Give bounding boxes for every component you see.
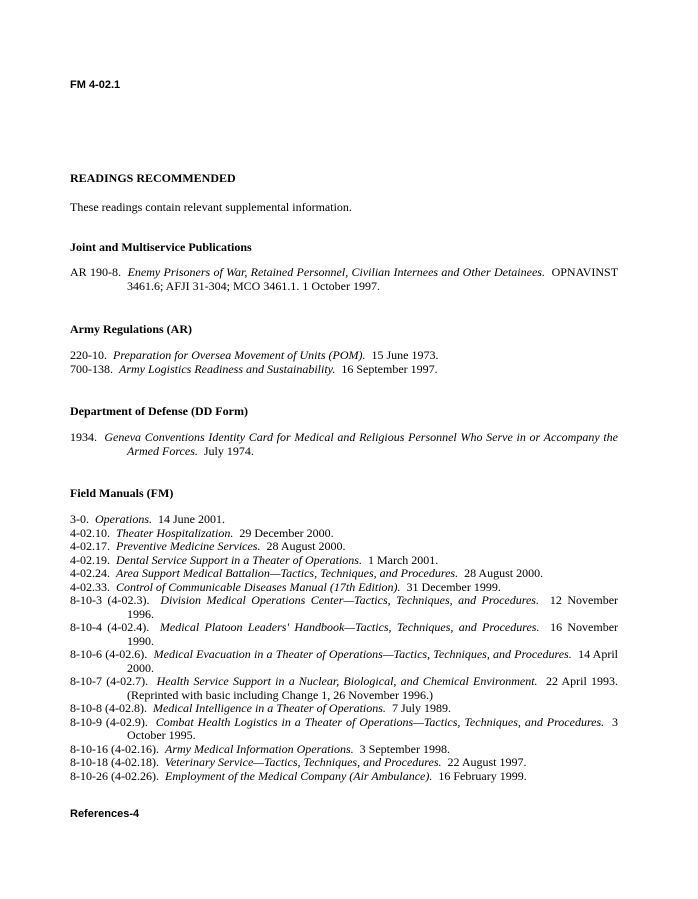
- reference-entry: [70, 716, 618, 743]
- reference-entry: [70, 554, 618, 568]
- reference-title: Area Support Medical Battalion—Tactics, Techniques, and Procedures.: [116, 566, 459, 580]
- page-footer: References-4: [70, 808, 140, 820]
- reference-details: 16 February 1999.: [438, 768, 527, 783]
- reference-details: 7 July 1989.: [391, 701, 451, 715]
- reference-title: Operations.: [95, 512, 152, 526]
- reference-title: Enemy Prisoners of War, Retained Personnel, Civilian Internees and Other Detainees.: [127, 265, 545, 279]
- reference-title: Veterinary Service—Tactics, Techniques, and Procedures.: [164, 755, 442, 769]
- reference-entry: [70, 581, 618, 595]
- reference-number: 8-10-9 (4-02.9).: [70, 714, 148, 729]
- reference-title: Combat Health Logistics in a Theater of Operations—Tactics, Techniques, and Procedures.: [155, 714, 605, 729]
- section-entries-field-manuals: [70, 513, 618, 783]
- reference-number: 4-02.33.: [70, 579, 110, 594]
- reference-entry: [70, 648, 618, 675]
- reference-title: Employment of the Medical Company (Air Ambulance).: [164, 768, 433, 783]
- section-entries-dod: [70, 431, 618, 458]
- reference-details: 28 August 2000.: [266, 539, 346, 553]
- reference-entry: [70, 756, 618, 770]
- reference-title: Preparation for Oversea Movement of Units (POM).: [113, 348, 366, 362]
- reference-number: 1934.: [70, 430, 97, 444]
- reference-title: Health Service Support in a Nuclear, Biological, and Chemical Environment.: [156, 674, 538, 688]
- reference-number: 8-10-6 (4-02.6).: [70, 647, 148, 661]
- section-heading-field-manuals: Field Manuals (FM): [70, 486, 174, 500]
- reference-entry: [70, 266, 618, 293]
- reference-number: 700-138.: [70, 361, 113, 376]
- page-header: FM 4-02.1: [70, 79, 121, 91]
- reference-number: 220-10.: [70, 348, 107, 362]
- section-heading-army-regulations: Army Regulations (AR): [70, 322, 192, 336]
- reference-title: Geneva Conventions Identity Card for Medical and Religious Personnel Who Serve in or Accompany the Armed Forces.: [104, 430, 618, 458]
- reference-title: Army Logistics Readiness and Sustainability.: [119, 361, 336, 376]
- reference-title: Dental Service Support in a Theater of Operations.: [116, 552, 362, 567]
- reference-number: 8-10-4 (4-02.4).: [70, 620, 150, 634]
- reference-entry: [70, 527, 618, 541]
- reference-number: 3-0.: [70, 512, 89, 526]
- reference-details: 28 August 2000.: [464, 566, 544, 580]
- intro-text: These readings contain relevant supplemental information.: [70, 200, 352, 214]
- reference-title: Medical Platoon Leaders' Handbook—Tactics, Techniques, and Procedures.: [159, 620, 540, 634]
- reference-number: 8-10-7 (4-02.7).: [70, 674, 149, 688]
- reference-number: 4-02.19.: [70, 552, 110, 567]
- reference-entry: [70, 621, 618, 648]
- reference-number: 8-10-8 (4-02.8).: [70, 701, 147, 715]
- reference-details: 14 June 2001.: [158, 512, 225, 526]
- reference-details: 1 March 2001.: [367, 552, 439, 567]
- reference-details: July 1974.: [203, 443, 254, 458]
- reference-title: Preventive Medicine Services.: [116, 539, 261, 553]
- reference-number: 4-02.17.: [70, 539, 110, 553]
- reference-details: 3 October 1995.: [127, 714, 619, 742]
- reference-entry: [70, 431, 618, 458]
- reference-details: 16 September 1997.: [341, 361, 438, 376]
- reference-title: Medical Evacuation in a Theater of Operations—Tactics, Techniques, and Procedures.: [153, 647, 572, 661]
- reference-entry: [70, 567, 618, 581]
- reference-entry: [70, 349, 618, 363]
- reference-number: 4-02.10.: [70, 525, 110, 540]
- reference-entry: [70, 363, 618, 377]
- section-entries-joint: [70, 266, 618, 293]
- reference-number: 8-10-3 (4-02.3).: [70, 593, 150, 607]
- reference-details: 16 November 1990.: [127, 620, 619, 648]
- reference-entry: [70, 743, 618, 757]
- section-heading-joint: Joint and Multiservice Publications: [70, 240, 252, 254]
- reference-entry: [70, 675, 618, 702]
- reference-number: 8-10-16 (4-02.16).: [70, 741, 159, 756]
- reference-details: 14 April 2000.: [127, 647, 619, 675]
- reference-details: 15 June 1973.: [371, 348, 439, 362]
- reference-number: 8-10-26 (4-02.26).: [70, 768, 159, 783]
- reference-title: Theater Hospitalization.: [116, 525, 234, 540]
- section-heading-dod: Department of Defense (DD Form): [70, 404, 248, 418]
- reference-title: Control of Communicable Diseases Manual (17th Edition).: [116, 579, 401, 594]
- reference-entry: [70, 594, 618, 621]
- reference-details: 3 September 1998.: [359, 741, 450, 756]
- reference-details: 22 April 1993. (Reprinted with basic including Change 1, 26 November 1996.): [127, 674, 619, 702]
- reference-entry: [70, 540, 618, 554]
- reference-number: 8-10-18 (4-02.18).: [70, 755, 159, 769]
- page-title: READINGS RECOMMENDED: [70, 171, 236, 185]
- reference-details: OPNAVINST 3461.6; AFJI 31-304; MCO 3461.1. 1 October 1997.: [127, 265, 619, 293]
- reference-title: Division Medical Operations Center—Tactics, Techniques, and Procedures.: [160, 593, 539, 607]
- reference-details: 12 November 1996.: [127, 593, 619, 621]
- reference-title: Army Medical Information Operations.: [164, 741, 354, 756]
- reference-details: 22 August 1997.: [447, 755, 527, 769]
- reference-details: 31 December 1999.: [406, 579, 501, 594]
- reference-entry: [70, 702, 618, 716]
- reference-entry: [70, 513, 618, 527]
- reference-title: Medical Intelligence in a Theater of Operations.: [152, 701, 386, 715]
- reference-number: AR 190-8.: [70, 265, 121, 279]
- reference-number: 4-02.24.: [70, 566, 110, 580]
- reference-entry: [70, 770, 618, 784]
- section-entries-army-regulations: [70, 349, 618, 376]
- reference-details: 29 December 2000.: [239, 525, 334, 540]
